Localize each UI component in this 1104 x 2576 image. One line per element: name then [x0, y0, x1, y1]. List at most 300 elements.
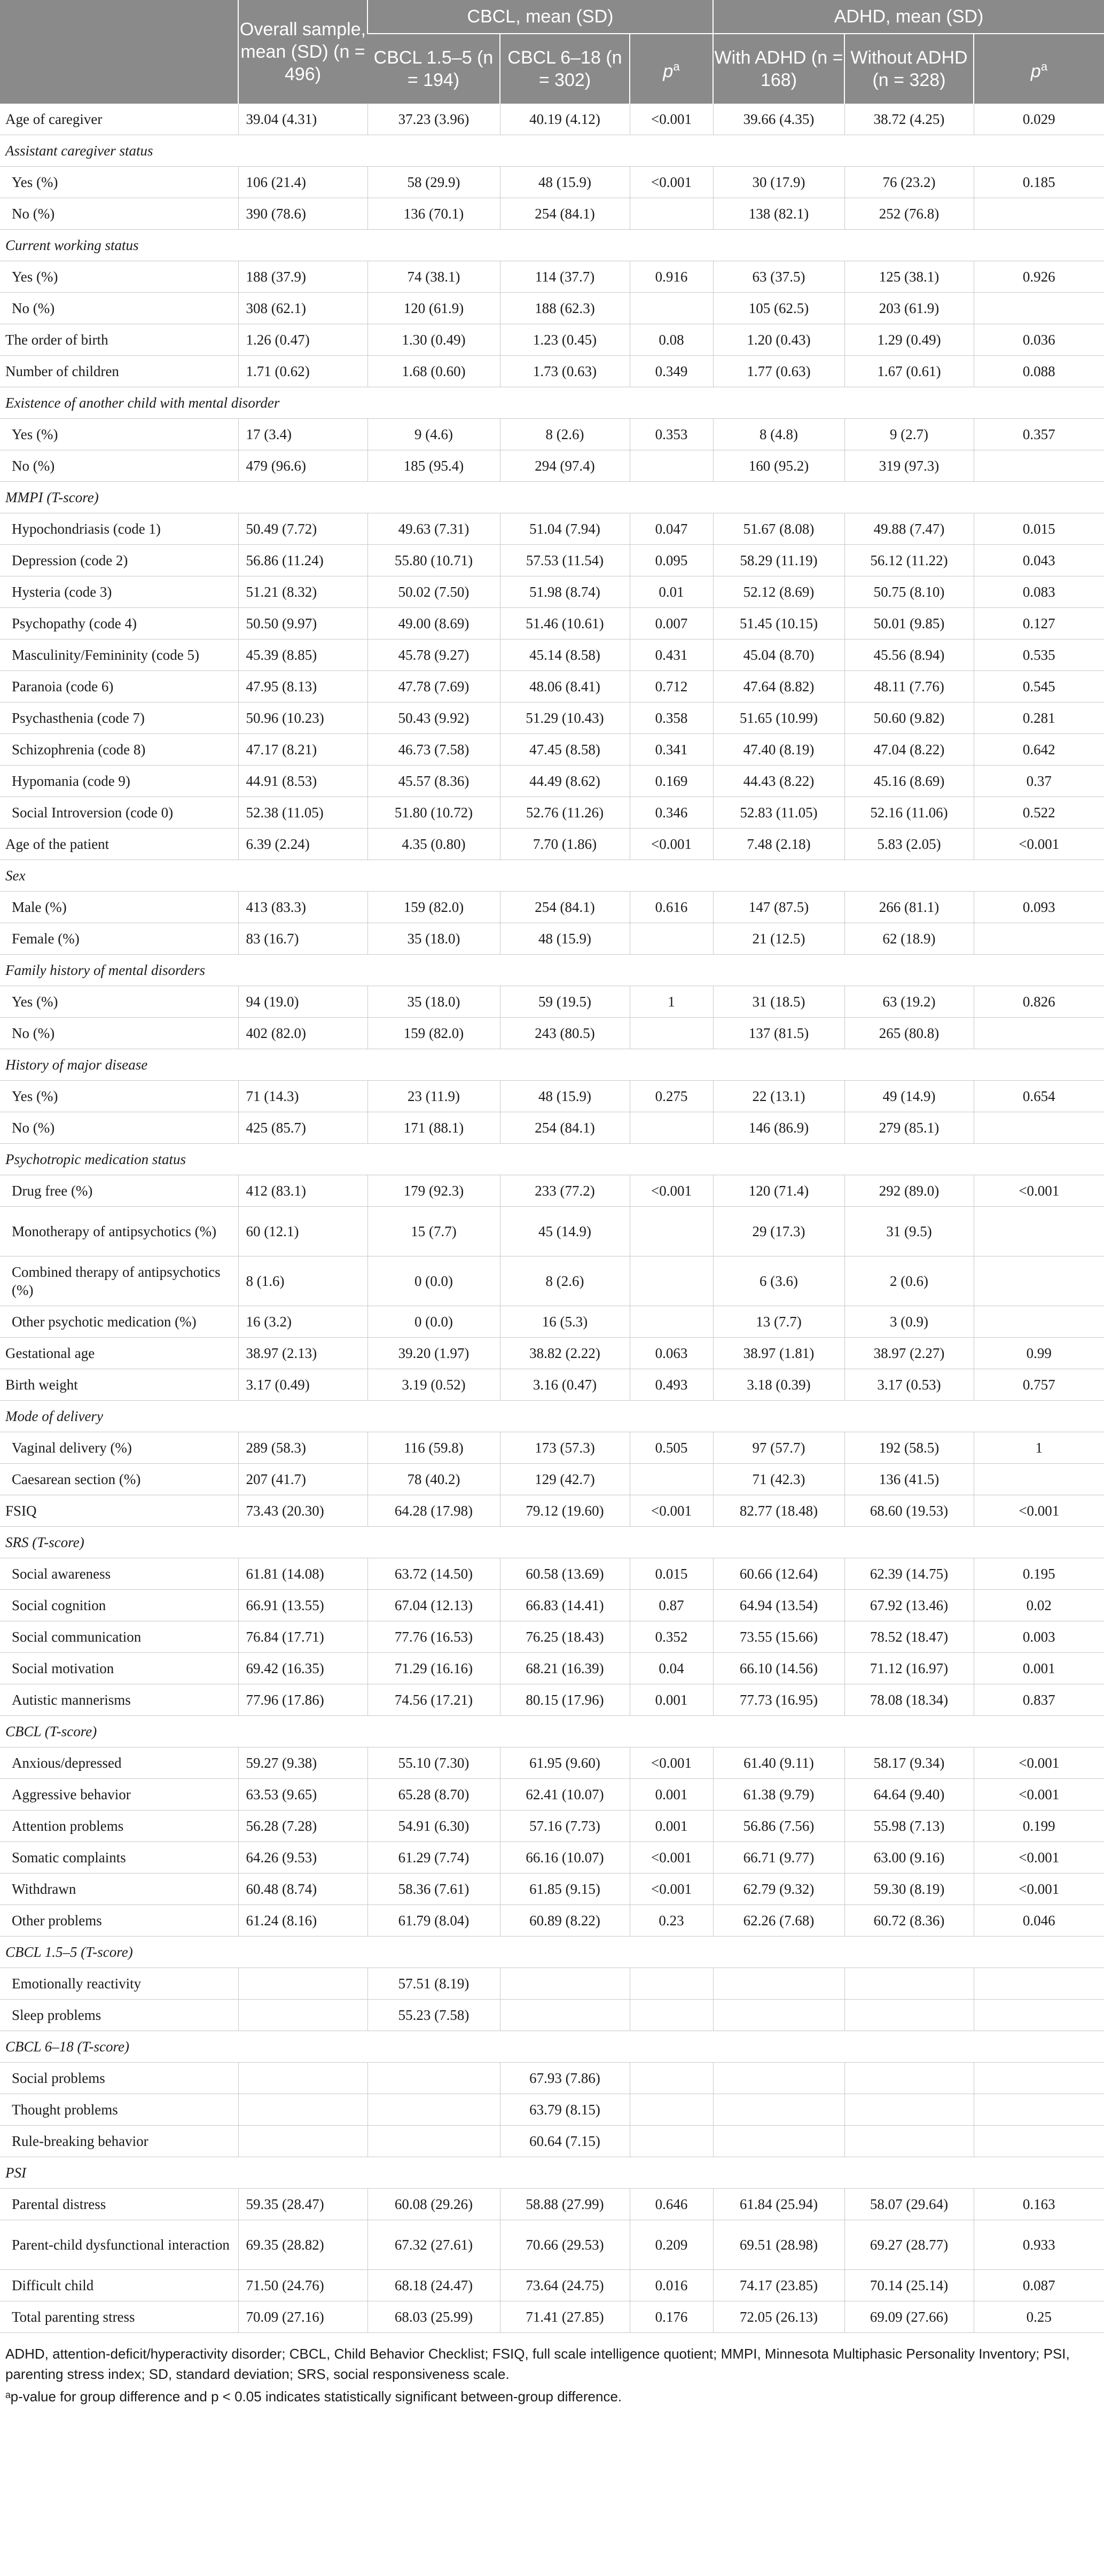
table-row: [0, 1112, 1104, 1144]
cell-p-adhd: 0.37: [974, 766, 1104, 797]
table-row: [0, 198, 1104, 230]
table-row: [0, 513, 1104, 545]
cell-without-adhd: 279 (85.1): [844, 1112, 974, 1144]
table-row: [0, 1653, 1104, 1684]
cell-p-adhd: 0.757: [974, 1369, 1104, 1401]
cell-without-adhd: 59.30 (8.19): [844, 1874, 974, 1905]
cell-with-adhd: 147 (87.5): [713, 892, 844, 923]
cell-cbcl-15-5: 61.29 (7.74): [367, 1842, 500, 1874]
row-label: Combined therapy of antipsychotics (%): [0, 1256, 238, 1306]
cell-cbcl-6-18: 62.41 (10.07): [500, 1779, 630, 1810]
cell-p-adhd: [974, 923, 1104, 955]
table-row: [0, 2000, 1104, 2031]
cell-cbcl-15-5: 171 (88.1): [367, 1112, 500, 1144]
cell-overall: 60.48 (8.74): [238, 1874, 367, 1905]
row-label: Anxious/depressed: [0, 1747, 238, 1779]
cell-cbcl-6-18: 61.95 (9.60): [500, 1747, 630, 1779]
row-label: Yes (%): [0, 1081, 238, 1112]
cell-p-adhd: [974, 1112, 1104, 1144]
cell-without-adhd: [844, 2126, 974, 2157]
row-label: Withdrawn: [0, 1874, 238, 1905]
cell-p-adhd: 0.015: [974, 513, 1104, 545]
row-label: Social awareness: [0, 1558, 238, 1590]
cell-cbcl-6-18: 254 (84.1): [500, 198, 630, 230]
table-row: [0, 1081, 1104, 1112]
table-row: [0, 1495, 1104, 1527]
cell-without-adhd: 55.98 (7.13): [844, 1810, 974, 1842]
cell-p-cbcl: <0.001: [630, 1747, 713, 1779]
p-superscript: a: [673, 59, 680, 73]
cell-overall: 3.17 (0.49): [238, 1369, 367, 1401]
table-row: [0, 671, 1104, 702]
table-row: [0, 1842, 1104, 1874]
cell-without-adhd: 319 (97.3): [844, 450, 974, 482]
cell-with-adhd: 105 (62.5): [713, 293, 844, 324]
row-label: Difficult child: [0, 2270, 238, 2301]
cell-p-adhd: 0.933: [974, 2220, 1104, 2270]
cell-p-adhd: 0.199: [974, 1810, 1104, 1842]
cell-overall: [238, 2000, 367, 2031]
cell-overall: 47.17 (8.21): [238, 734, 367, 766]
cell-overall: 8 (1.6): [238, 1256, 367, 1306]
cell-cbcl-6-18: 45.14 (8.58): [500, 639, 630, 671]
section-row: [0, 135, 1104, 167]
cell-without-adhd: 76 (23.2): [844, 167, 974, 198]
cell-with-adhd: 7.48 (2.18): [713, 829, 844, 860]
cell-cbcl-15-5: 185 (95.4): [367, 450, 500, 482]
cell-cbcl-15-5: 68.03 (25.99): [367, 2301, 500, 2333]
cell-p-adhd: 0.99: [974, 1338, 1104, 1369]
row-label: FSIQ: [0, 1495, 238, 1527]
cell-cbcl-15-5: 55.23 (7.58): [367, 2000, 500, 2031]
cell-p-cbcl: [630, 293, 713, 324]
table-row: [0, 2063, 1104, 2094]
table-row: [0, 829, 1104, 860]
cell-cbcl-15-5: 23 (11.9): [367, 1081, 500, 1112]
cell-p-cbcl: 0.063: [630, 1338, 713, 1369]
cell-cbcl-15-5: 1.68 (0.60): [367, 356, 500, 387]
table-row: [0, 1874, 1104, 1905]
row-label: Hypochondriasis (code 1): [0, 513, 238, 545]
row-label: Vaginal delivery (%): [0, 1432, 238, 1464]
cell-p-cbcl: 0.616: [630, 892, 713, 923]
cell-with-adhd: 30 (17.9): [713, 167, 844, 198]
cell-without-adhd: 265 (80.8): [844, 1018, 974, 1049]
cell-cbcl-6-18: 51.46 (10.61): [500, 608, 630, 639]
cell-with-adhd: 77.73 (16.95): [713, 1684, 844, 1716]
cell-with-adhd: 31 (18.5): [713, 986, 844, 1018]
cell-p-cbcl: 0.275: [630, 1081, 713, 1112]
cell-overall: 412 (83.1): [238, 1175, 367, 1207]
cell-overall: 50.96 (10.23): [238, 702, 367, 734]
cell-p-cbcl: [630, 2126, 713, 2157]
cell-with-adhd: 82.77 (18.48): [713, 1495, 844, 1527]
row-label: Monotherapy of antipsychotics (%): [0, 1207, 238, 1256]
cell-cbcl-6-18: 51.04 (7.94): [500, 513, 630, 545]
cell-overall: 70.09 (27.16): [238, 2301, 367, 2333]
row-label: Yes (%): [0, 419, 238, 450]
cell-cbcl-6-18: 66.83 (14.41): [500, 1590, 630, 1621]
table-row: [0, 293, 1104, 324]
cell-with-adhd: 1.20 (0.43): [713, 324, 844, 356]
cell-with-adhd: 1.77 (0.63): [713, 356, 844, 387]
cell-with-adhd: 69.51 (28.98): [713, 2220, 844, 2270]
table-row: [0, 1684, 1104, 1716]
table-row: [0, 1369, 1104, 1401]
cell-without-adhd: 45.16 (8.69): [844, 766, 974, 797]
cell-p-cbcl: [630, 1256, 713, 1306]
cell-cbcl-6-18: 3.16 (0.47): [500, 1369, 630, 1401]
cell-overall: 1.26 (0.47): [238, 324, 367, 356]
cell-cbcl-6-18: [500, 1968, 630, 2000]
table-row: [0, 1306, 1104, 1338]
cell-p-adhd: 0.642: [974, 734, 1104, 766]
cell-without-adhd: [844, 1968, 974, 2000]
section-label: Psychotropic medication status: [0, 1144, 1104, 1175]
row-label: Parental distress: [0, 2189, 238, 2220]
cell-cbcl-6-18: 294 (97.4): [500, 450, 630, 482]
cell-without-adhd: 71.12 (16.97): [844, 1653, 974, 1684]
cell-cbcl-15-5: 50.02 (7.50): [367, 576, 500, 608]
cell-cbcl-15-5: 46.73 (7.58): [367, 734, 500, 766]
cell-without-adhd: 58.17 (9.34): [844, 1747, 974, 1779]
cell-p-cbcl: [630, 2000, 713, 2031]
cell-overall: 69.42 (16.35): [238, 1653, 367, 1684]
cell-cbcl-15-5: 116 (59.8): [367, 1432, 500, 1464]
cell-p-cbcl: 0.493: [630, 1369, 713, 1401]
cell-with-adhd: 160 (95.2): [713, 450, 844, 482]
cell-p-cbcl: <0.001: [630, 1495, 713, 1527]
table-row: [0, 923, 1104, 955]
cell-without-adhd: 68.60 (19.53): [844, 1495, 974, 1527]
cell-with-adhd: 61.40 (9.11): [713, 1747, 844, 1779]
header-blank: [0, 0, 238, 104]
cell-p-cbcl: <0.001: [630, 829, 713, 860]
cell-overall: 16 (3.2): [238, 1306, 367, 1338]
table-row: [0, 1590, 1104, 1621]
cell-cbcl-15-5: 50.43 (9.92): [367, 702, 500, 734]
cell-cbcl-6-18: 60.58 (13.69): [500, 1558, 630, 1590]
cell-cbcl-6-18: 7.70 (1.86): [500, 829, 630, 860]
row-label: Paranoia (code 6): [0, 671, 238, 702]
cell-with-adhd: 137 (81.5): [713, 1018, 844, 1049]
cell-cbcl-15-5: [367, 2126, 500, 2157]
table-row: [0, 1207, 1104, 1256]
cell-overall: 56.86 (11.24): [238, 545, 367, 576]
section-row: [0, 387, 1104, 419]
row-label: Parent-child dysfunctional interaction: [0, 2220, 238, 2270]
cell-cbcl-6-18: 67.93 (7.86): [500, 2063, 630, 2094]
cell-with-adhd: 60.66 (12.64): [713, 1558, 844, 1590]
section-row: [0, 1527, 1104, 1558]
cell-p-adhd: 0.093: [974, 892, 1104, 923]
cell-with-adhd: 51.65 (10.99): [713, 702, 844, 734]
cell-overall: 106 (21.4): [238, 167, 367, 198]
cell-cbcl-15-5: 57.51 (8.19): [367, 1968, 500, 2000]
cell-cbcl-15-5: 159 (82.0): [367, 1018, 500, 1049]
cell-overall: 63.53 (9.65): [238, 1779, 367, 1810]
cell-p-cbcl: [630, 2063, 713, 2094]
cell-p-cbcl: 0.341: [630, 734, 713, 766]
section-row: [0, 2031, 1104, 2063]
cell-with-adhd: [713, 2000, 844, 2031]
cell-cbcl-6-18: 16 (5.3): [500, 1306, 630, 1338]
table-row: [0, 1338, 1104, 1369]
section-label: History of major disease: [0, 1049, 1104, 1081]
row-label: Social Introversion (code 0): [0, 797, 238, 829]
table-row: [0, 734, 1104, 766]
cell-p-adhd: 0.001: [974, 1653, 1104, 1684]
cell-p-adhd: <0.001: [974, 1874, 1104, 1905]
cell-p-cbcl: 0.358: [630, 702, 713, 734]
cell-without-adhd: 203 (61.9): [844, 293, 974, 324]
cell-overall: 71.50 (24.76): [238, 2270, 367, 2301]
cell-cbcl-15-5: 49.00 (8.69): [367, 608, 500, 639]
cell-overall: 56.28 (7.28): [238, 1810, 367, 1842]
cell-p-cbcl: 0.352: [630, 1621, 713, 1653]
table-row: [0, 1621, 1104, 1653]
cell-overall: 73.43 (20.30): [238, 1495, 367, 1527]
header-with-adhd: With ADHD (n = 168): [713, 34, 844, 104]
row-label: Birth weight: [0, 1369, 238, 1401]
cell-with-adhd: [713, 2063, 844, 2094]
cell-cbcl-15-5: 0 (0.0): [367, 1256, 500, 1306]
cell-p-adhd: [974, 1464, 1104, 1495]
table-row: [0, 167, 1104, 198]
cell-p-cbcl: 0.001: [630, 1810, 713, 1842]
cell-p-cbcl: [630, 1207, 713, 1256]
cell-with-adhd: 13 (7.7): [713, 1306, 844, 1338]
cell-cbcl-15-5: 47.78 (7.69): [367, 671, 500, 702]
section-label: Current working status: [0, 230, 1104, 261]
cell-p-adhd: 0.088: [974, 356, 1104, 387]
cell-p-adhd: 0.087: [974, 2270, 1104, 2301]
row-label: No (%): [0, 198, 238, 230]
cell-cbcl-6-18: 40.19 (4.12): [500, 104, 630, 135]
row-label: Emotionally reactivity: [0, 1968, 238, 2000]
cell-with-adhd: 73.55 (15.66): [713, 1621, 844, 1653]
cell-overall: [238, 1968, 367, 2000]
cell-cbcl-15-5: 65.28 (8.70): [367, 1779, 500, 1810]
table-row: [0, 986, 1104, 1018]
cell-p-cbcl: 0.047: [630, 513, 713, 545]
cell-overall: 17 (3.4): [238, 419, 367, 450]
section-label: MMPI (T-score): [0, 482, 1104, 513]
cell-cbcl-6-18: 38.82 (2.22): [500, 1338, 630, 1369]
cell-overall: 59.27 (9.38): [238, 1747, 367, 1779]
cell-without-adhd: 62.39 (14.75): [844, 1558, 974, 1590]
row-label: Autistic mannerisms: [0, 1684, 238, 1716]
table-row: [0, 1810, 1104, 1842]
cell-without-adhd: 31 (9.5): [844, 1207, 974, 1256]
cell-cbcl-15-5: 3.19 (0.52): [367, 1369, 500, 1401]
row-label: Age of the patient: [0, 829, 238, 860]
cell-cbcl-6-18: 48.06 (8.41): [500, 671, 630, 702]
section-label: Existence of another child with mental disorder: [0, 387, 1104, 419]
cell-with-adhd: 146 (86.9): [713, 1112, 844, 1144]
cell-cbcl-15-5: 1.30 (0.49): [367, 324, 500, 356]
row-label: Hypomania (code 9): [0, 766, 238, 797]
cell-with-adhd: 22 (13.1): [713, 1081, 844, 1112]
cell-without-adhd: 2 (0.6): [844, 1256, 974, 1306]
row-label: Thought problems: [0, 2094, 238, 2126]
table-row: [0, 797, 1104, 829]
cell-p-cbcl: [630, 923, 713, 955]
cell-p-adhd: [974, 1207, 1104, 1256]
row-label: Aggressive behavior: [0, 1779, 238, 1810]
cell-overall: 425 (85.7): [238, 1112, 367, 1144]
cell-p-cbcl: 0.095: [630, 545, 713, 576]
cell-with-adhd: 74.17 (23.85): [713, 2270, 844, 2301]
table-row: [0, 1175, 1104, 1207]
cell-p-adhd: 0.837: [974, 1684, 1104, 1716]
cell-cbcl-6-18: 70.66 (29.53): [500, 2220, 630, 2270]
table-row: [0, 2220, 1104, 2270]
cell-without-adhd: 50.75 (8.10): [844, 576, 974, 608]
cell-with-adhd: 6 (3.6): [713, 1256, 844, 1306]
section-label: SRS (T-score): [0, 1527, 1104, 1558]
cell-overall: 60 (12.1): [238, 1207, 367, 1256]
cell-with-adhd: 120 (71.4): [713, 1175, 844, 1207]
cell-p-cbcl: <0.001: [630, 1842, 713, 1874]
cell-cbcl-6-18: 254 (84.1): [500, 1112, 630, 1144]
cell-without-adhd: 47.04 (8.22): [844, 734, 974, 766]
cell-overall: [238, 2094, 367, 2126]
cell-p-adhd: 0.357: [974, 419, 1104, 450]
cell-p-adhd: 0.25: [974, 2301, 1104, 2333]
section-row: [0, 230, 1104, 261]
cell-cbcl-15-5: 35 (18.0): [367, 986, 500, 1018]
cell-p-cbcl: 1: [630, 986, 713, 1018]
cell-p-adhd: [974, 450, 1104, 482]
row-label: Total parenting stress: [0, 2301, 238, 2333]
cell-p-cbcl: <0.001: [630, 104, 713, 135]
table-row: [0, 2189, 1104, 2220]
cell-cbcl-6-18: 51.29 (10.43): [500, 702, 630, 734]
cell-with-adhd: 97 (57.7): [713, 1432, 844, 1464]
cell-cbcl-15-5: 58.36 (7.61): [367, 1874, 500, 1905]
cell-p-cbcl: <0.001: [630, 1175, 713, 1207]
cell-p-cbcl: <0.001: [630, 167, 713, 198]
cell-overall: 47.95 (8.13): [238, 671, 367, 702]
cell-with-adhd: 3.18 (0.39): [713, 1369, 844, 1401]
cell-overall: 39.04 (4.31): [238, 104, 367, 135]
cell-without-adhd: 63 (19.2): [844, 986, 974, 1018]
row-label: Social motivation: [0, 1653, 238, 1684]
cell-p-cbcl: 0.505: [630, 1432, 713, 1464]
row-label: Yes (%): [0, 261, 238, 293]
cell-without-adhd: 56.12 (11.22): [844, 545, 974, 576]
row-label: Number of children: [0, 356, 238, 387]
section-row: [0, 1144, 1104, 1175]
cell-without-adhd: 266 (81.1): [844, 892, 974, 923]
cell-without-adhd: 292 (89.0): [844, 1175, 974, 1207]
cell-without-adhd: 64.64 (9.40): [844, 1779, 974, 1810]
cell-without-adhd: 5.83 (2.05): [844, 829, 974, 860]
cell-overall: 308 (62.1): [238, 293, 367, 324]
cell-overall: 66.91 (13.55): [238, 1590, 367, 1621]
cell-cbcl-15-5: 67.32 (27.61): [367, 2220, 500, 2270]
cell-with-adhd: 71 (42.3): [713, 1464, 844, 1495]
cell-p-adhd: 0.522: [974, 797, 1104, 829]
row-label: Other psychotic medication (%): [0, 1306, 238, 1338]
cell-with-adhd: 64.94 (13.54): [713, 1590, 844, 1621]
table-row: [0, 1779, 1104, 1810]
cell-with-adhd: 62.79 (9.32): [713, 1874, 844, 1905]
cell-without-adhd: 38.72 (4.25): [844, 104, 974, 135]
cell-cbcl-15-5: 63.72 (14.50): [367, 1558, 500, 1590]
cell-p-cbcl: 0.08: [630, 324, 713, 356]
cell-overall: 94 (19.0): [238, 986, 367, 1018]
cell-p-adhd: 0.163: [974, 2189, 1104, 2220]
cell-overall: 52.38 (11.05): [238, 797, 367, 829]
cell-overall: 44.91 (8.53): [238, 766, 367, 797]
cell-overall: 188 (37.9): [238, 261, 367, 293]
cell-p-adhd: [974, 198, 1104, 230]
cell-p-cbcl: [630, 198, 713, 230]
cell-cbcl-15-5: 68.18 (24.47): [367, 2270, 500, 2301]
row-label: No (%): [0, 450, 238, 482]
row-label: Somatic complaints: [0, 1842, 238, 1874]
cell-cbcl-15-5: 39.20 (1.97): [367, 1338, 500, 1369]
cell-cbcl-6-18: 114 (37.7): [500, 261, 630, 293]
table-row: [0, 419, 1104, 450]
table-row: [0, 766, 1104, 797]
cell-p-adhd: 0.185: [974, 167, 1104, 198]
cell-overall: 207 (41.7): [238, 1464, 367, 1495]
cell-overall: 1.71 (0.62): [238, 356, 367, 387]
cell-overall: 413 (83.3): [238, 892, 367, 923]
cell-cbcl-15-5: 51.80 (10.72): [367, 797, 500, 829]
row-label: No (%): [0, 1018, 238, 1049]
row-label: Drug free (%): [0, 1175, 238, 1207]
table-row: [0, 608, 1104, 639]
table-row: [0, 1558, 1104, 1590]
cell-without-adhd: 60.72 (8.36): [844, 1905, 974, 1937]
cell-cbcl-6-18: 48 (15.9): [500, 1081, 630, 1112]
section-label: Mode of delivery: [0, 1401, 1104, 1432]
cell-p-cbcl: 0.346: [630, 797, 713, 829]
cell-p-adhd: [974, 1256, 1104, 1306]
table-row: [0, 1968, 1104, 2000]
cell-with-adhd: 63 (37.5): [713, 261, 844, 293]
cell-p-adhd: 0.535: [974, 639, 1104, 671]
cell-p-adhd: 0.127: [974, 608, 1104, 639]
cell-p-cbcl: <0.001: [630, 1874, 713, 1905]
cell-without-adhd: 62 (18.9): [844, 923, 974, 955]
cell-p-cbcl: 0.169: [630, 766, 713, 797]
cell-p-cbcl: 0.87: [630, 1590, 713, 1621]
cell-without-adhd: 67.92 (13.46): [844, 1590, 974, 1621]
cell-p-adhd: <0.001: [974, 829, 1104, 860]
section-row: [0, 1401, 1104, 1432]
row-label: Yes (%): [0, 986, 238, 1018]
cell-without-adhd: [844, 2094, 974, 2126]
cell-without-adhd: 58.07 (29.64): [844, 2189, 974, 2220]
cell-p-cbcl: 0.001: [630, 1684, 713, 1716]
section-label: CBCL 6–18 (T-score): [0, 2031, 1104, 2063]
cell-cbcl-6-18: 52.76 (11.26): [500, 797, 630, 829]
cell-overall: 83 (16.7): [238, 923, 367, 955]
header-cbcl-6-18: CBCL 6–18 (n = 302): [500, 34, 630, 104]
row-label: Masculinity/Femininity (code 5): [0, 639, 238, 671]
cell-overall: 61.24 (8.16): [238, 1905, 367, 1937]
cell-p-adhd: <0.001: [974, 1175, 1104, 1207]
row-label: The order of birth: [0, 324, 238, 356]
cell-without-adhd: 192 (58.5): [844, 1432, 974, 1464]
cell-with-adhd: 61.38 (9.79): [713, 1779, 844, 1810]
cell-p-adhd: 0.003: [974, 1621, 1104, 1653]
